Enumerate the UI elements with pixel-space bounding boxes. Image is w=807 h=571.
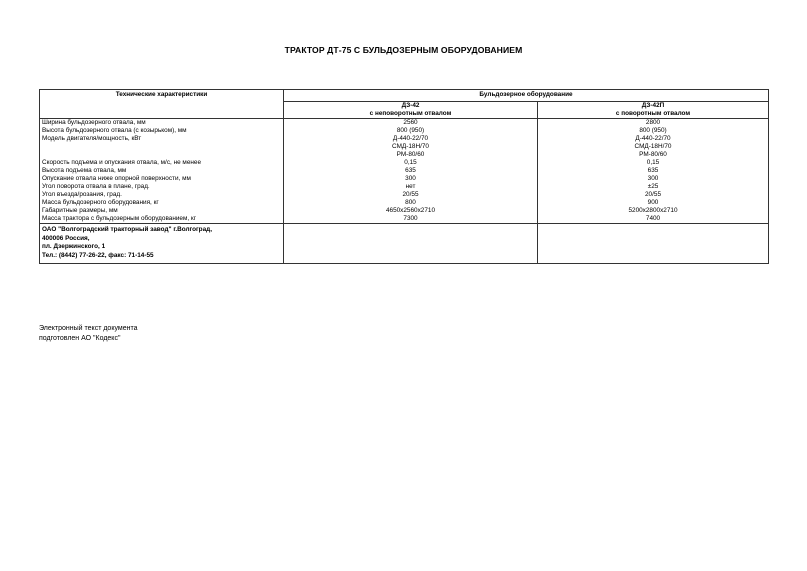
value-dz42: [284, 127, 538, 135]
footer-line: подготовлен АО "Кодекс": [39, 334, 121, 342]
value-dz42: [284, 199, 538, 207]
manufacturer-line: Тел.: (8442) 77-26-22, факс: 71-14-55: [42, 251, 154, 259]
row-label: Габаритные размеры, мм: [40, 207, 284, 215]
value-line: Д-440-22/70: [635, 135, 671, 142]
value-dz42p: [538, 183, 769, 191]
value-dz42p: [538, 119, 769, 128]
row-label: Опускание отвала ниже опорной поверхности, мм: [40, 175, 284, 183]
value-dz42p: [538, 159, 769, 167]
value-line: 20/55: [402, 191, 419, 198]
value-dz42p: [538, 135, 769, 159]
value-dz42: [284, 183, 538, 191]
value-line: нет: [405, 183, 416, 190]
spec-rows: [40, 119, 769, 224]
row-label: Угол поворота отвала в плане, град.: [40, 183, 284, 191]
col-header-characteristics: Технические характеристики: [40, 90, 284, 119]
value-line: 2800: [645, 119, 661, 126]
value-dz42p: [538, 199, 769, 207]
value-dz42: [284, 191, 538, 199]
model-header-1: [284, 102, 538, 119]
model-name: ДЗ-42: [401, 102, 420, 109]
row-label: Модель двигателя/мощность, кВт: [40, 135, 284, 159]
value-line: РМ-80/60: [639, 151, 667, 158]
row-label: Высота подъема отвала, мм: [40, 167, 284, 175]
value-line: 300: [405, 175, 416, 182]
empty-cell: [538, 224, 769, 264]
empty-cell: [284, 224, 538, 264]
value-line: 635: [647, 167, 659, 174]
spec-table: [39, 89, 769, 264]
col-header-equipment: Бульдозерное оборудование: [284, 90, 769, 102]
value-dz42: [284, 159, 538, 167]
footer-line: Электронный текст документа: [39, 325, 138, 332]
model-desc: с поворотным отвалом: [615, 110, 691, 117]
value-line: 800 (950): [639, 127, 667, 134]
value-dz42: [284, 167, 538, 175]
row-label: Масса бульдозерного оборудования, кг: [40, 199, 284, 207]
value-line: 5200х2800х2710: [628, 207, 678, 214]
value-line: РМ-80/60: [396, 151, 425, 158]
value-dz42: [284, 207, 538, 215]
table-row: [40, 135, 769, 159]
value-line: 800 (950): [396, 127, 425, 134]
manufacturer-line: пл. Дзержинского, 1: [42, 243, 106, 251]
value-dz42: [284, 135, 538, 159]
row-label: Высота бульдозерного отвала (с козырьком), мм: [40, 127, 284, 135]
page-title: ТРАКТОР ДТ-75 С БУЛЬДОЗЕРНЫМ ОБОРУДОВАНИЕМ: [284, 45, 523, 55]
model-name: ДЗ-42П: [641, 102, 665, 109]
row-label: Угол въезда/розания, град.: [40, 191, 284, 199]
value-dz42p: [538, 191, 769, 199]
value-line: 4650х2560х2710: [385, 207, 436, 214]
document-footer: [39, 324, 137, 344]
row-label: Ширина бульдозерного отвала, мм: [40, 119, 284, 128]
value-line: 7300: [403, 215, 418, 222]
value-line: 20/55: [645, 191, 661, 198]
row-label: Масса трактора с бульдозерным оборудованием, кг: [40, 215, 284, 224]
value-line: 0,15: [404, 159, 417, 166]
value-line: 7400: [645, 215, 661, 222]
table-row: [40, 215, 769, 224]
table-row: [40, 119, 769, 128]
table-row: [40, 199, 769, 207]
value-line: Д-440-22/70: [392, 135, 429, 142]
value-line: 0,15: [646, 159, 660, 166]
table-row: [40, 175, 769, 183]
value-dz42p: [538, 127, 769, 135]
value-line: 635: [405, 167, 416, 174]
value-dz42p: [538, 175, 769, 183]
manufacturer-line: ОАО "Волгоградский тракторный завод" г.Волгоград,: [42, 226, 212, 233]
value-dz42p: [538, 215, 769, 224]
manufacturer-info: [40, 224, 284, 264]
table-row: [40, 207, 769, 215]
value-dz42p: [538, 167, 769, 175]
value-dz42: [284, 119, 538, 128]
table-row: [40, 159, 769, 167]
value-dz42: [284, 175, 538, 183]
table-row: [40, 167, 769, 175]
value-line: СМД-18Н/70: [634, 143, 672, 150]
table-row: [40, 191, 769, 199]
value-line: ±25: [647, 183, 659, 190]
value-line: 2560: [403, 119, 418, 126]
value-dz42p: [538, 207, 769, 215]
value-dz42: [284, 215, 538, 224]
manufacturer-line: 400006 Россия,: [42, 234, 90, 242]
value-line: СМД-18Н/70: [392, 143, 429, 150]
row-label: Скорость подъема и опускания отвала, м/с, не менее: [40, 159, 284, 167]
value-line: 300: [647, 175, 659, 182]
value-line: 900: [647, 199, 659, 206]
model-desc: с неповоротным отвалом: [369, 110, 452, 117]
table-row: [40, 127, 769, 135]
table-row: [40, 183, 769, 191]
value-line: 800: [405, 199, 416, 206]
model-header-2: [538, 102, 769, 119]
